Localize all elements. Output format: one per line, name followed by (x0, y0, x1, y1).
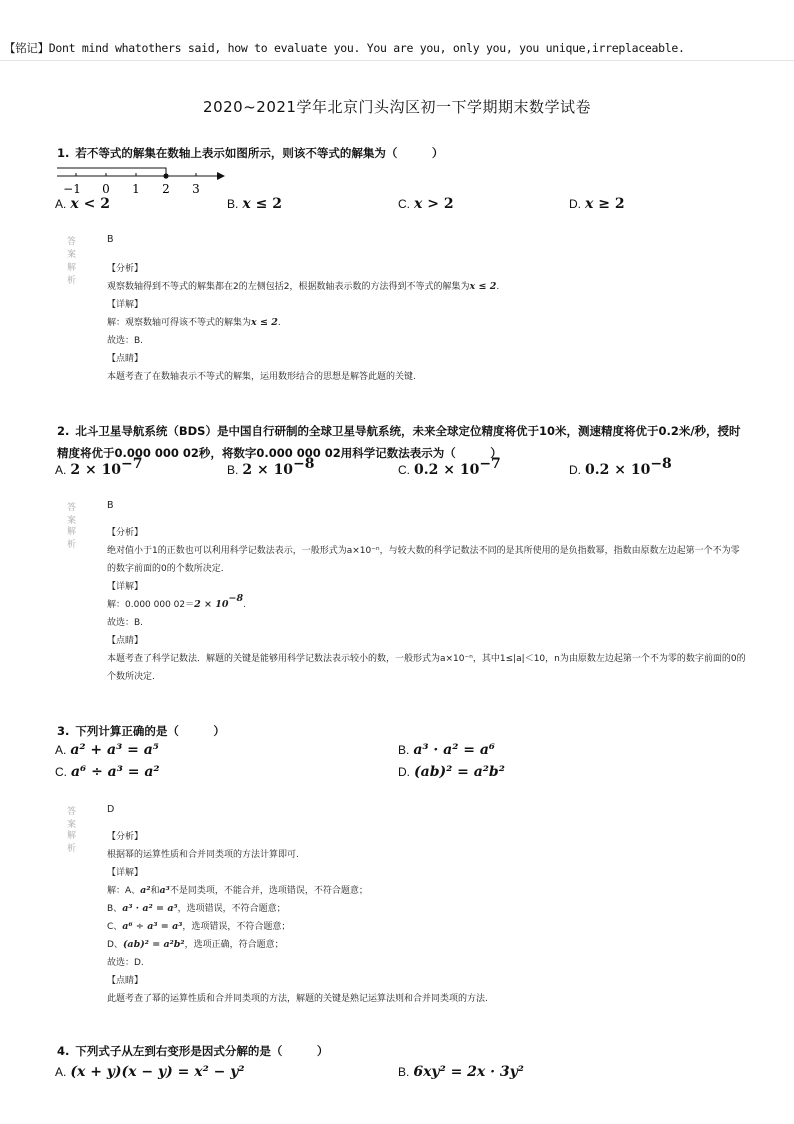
option-b[interactable]: B. a³ · a² = a⁶ (398, 742, 496, 758)
analysis-text: 根据幂的运算性质和合并同类项的方法计算即可. (107, 850, 299, 860)
options-row (57, 764, 747, 786)
question-text: 北斗卫星导航系统（BDS）是中国自行研制的全球卫星导航系统，未来全球定位精度将优于10米，测速精度将优于0.2米/秒，授时精度将优于0.000 000 02秒，将数字0.000 000 02用科学记数法表示为（ ） (57, 424, 741, 460)
solution-ray (57, 168, 166, 176)
option-c[interactable]: C. x > 2 (398, 196, 454, 212)
analysis-text: D、(ab)² = a²b²，选项正确，符合题意； (107, 939, 284, 950)
option-a[interactable]: A. x < 2 (55, 196, 110, 212)
analysis-heading: 【点睛】 (107, 976, 144, 986)
option-a[interactable]: A. (x + y)(x − y) = x² − y² (55, 1064, 245, 1080)
question-stem (57, 420, 747, 464)
axis-arrow (217, 172, 225, 180)
option-c[interactable]: C. $0.2 \times 10^{-7}$ (398, 456, 501, 478)
question-stem (57, 720, 747, 742)
analysis-text: 故选：D. (107, 958, 144, 968)
answer-value: D (107, 804, 115, 815)
option-b[interactable]: B. 6xy² = 2x · 3y² (398, 1064, 524, 1080)
analysis-text: 解：A、a²和a³不是同类项，不能合并，选项错误，不符合题意； (107, 885, 368, 896)
option-d[interactable]: D. (ab)² = a²b² (398, 764, 505, 780)
analysis-heading: 【点睛】 (107, 354, 144, 364)
question-stem (57, 142, 747, 164)
analysis-text: B、a³ · a² = a⁵，选项错误，不符合题意； (107, 903, 286, 914)
analysis-text: 观察数轴得到不等式的解集都在2的左侧包括2，根据数轴表示数的方法得到不等式的解集为x ≤ 2. (107, 281, 500, 292)
number-line (57, 166, 227, 196)
analysis-text: 故选：B. (107, 336, 144, 346)
options-row (57, 196, 747, 218)
option-a[interactable]: A. $2 \times 10^{-7}$ (55, 456, 143, 478)
option-c[interactable]: C. a⁶ ÷ a³ = a² (55, 764, 160, 780)
analysis-text: C、a⁶ ÷ a³ = a³，选项错误，不符合题意； (107, 921, 291, 932)
question-3 (55, 720, 747, 1004)
tick-label: 2 (162, 182, 170, 196)
analysis-label: 解析 (67, 527, 81, 550)
tick-label: −1 (63, 182, 81, 196)
analysis-text: 本题考查了科学记数法．解题的关键是能够用科学记数法表示较小的数，一般形式为a×10⁻ⁿ，其中1≤|a|＜10，n为由原数左边起第一个不为零的数字前面的0的个数所决定. (107, 654, 746, 682)
answer-label: 答案 (67, 503, 81, 526)
analysis-heading: 【分析】 (107, 528, 144, 538)
question-number: 2. (57, 424, 70, 438)
closed-endpoint (163, 173, 168, 178)
analysis-text: 此题考查了幂的运算性质和合并同类项的方法，解题的关键是熟记运算法则和合并同类项的方法. (107, 994, 488, 1004)
question-number: 3. (57, 724, 70, 738)
options-row (57, 742, 747, 764)
tick-label: 3 (192, 182, 200, 196)
analysis-heading: 【详解】 (107, 868, 144, 878)
answer-label: 答案 (67, 237, 81, 260)
analysis-label: 解析 (67, 263, 81, 286)
analysis-heading: 【分析】 (107, 832, 144, 842)
option-d[interactable]: D. $0.2 \times 10^{-8}$ (569, 456, 672, 478)
answer-value: B (107, 234, 114, 245)
options-row (57, 1064, 747, 1086)
answer-label: 答案 (67, 807, 81, 830)
analysis-text: 绝对值小于1的正数也可以利用科学记数法表示，一般形式为a×10⁻ⁿ，与较大数的科学记数法不同的是其所使用的是负指数幂，指数由原数左边起第一个不为零的数字前面的0的个数所决定. (107, 546, 740, 574)
analysis-heading: 【点睛】 (107, 636, 144, 646)
analysis-text: 本题考查了在数轴表示不等式的解集，运用数形结合的思想是解答此题的关键. (107, 372, 416, 382)
question-1 (55, 142, 747, 382)
analysis-label: 解析 (67, 831, 81, 854)
motto-banner: 【铭记】Dont mind whatothers said, how to evaluate you. You are you, only you, you unique,irreplaceable. (4, 41, 685, 55)
question-text: 若不等式的解集在数轴上表示如图所示，则该不等式的解集为（ ） (75, 146, 444, 160)
question-4 (55, 1040, 747, 1080)
question-number: 1. (57, 146, 70, 160)
header-divider (0, 60, 794, 61)
option-b[interactable]: B. $2 \times 10^{-8}$ (227, 456, 315, 478)
analysis-text: 故选：B. (107, 618, 144, 628)
tick-label: 0 (102, 182, 110, 196)
answer-value: B (107, 500, 114, 511)
question-text: 下列计算正确的是（ ） (75, 724, 225, 738)
options-row (55, 456, 747, 484)
question-number: 4. (57, 1044, 70, 1058)
analysis-heading: 【分析】 (107, 264, 144, 274)
analysis-heading: 【详解】 (107, 582, 144, 592)
option-d[interactable]: D. x ≥ 2 (569, 196, 625, 212)
analysis-text: 解：0.000 000 $02=2 \times 10^{-8}$. (107, 593, 246, 610)
tick-label: 1 (132, 182, 140, 196)
analysis-text: 解：观察数轴可得该不等式的解集为x ≤ 2. (107, 317, 281, 328)
question-2 (55, 420, 747, 682)
option-b[interactable]: B. x ≤ 2 (227, 196, 282, 212)
page-title: 2020~2021学年北京门头沟区初一下学期期末数学试卷 (203, 98, 591, 116)
question-text: 下列式子从左到右变形是因式分解的是（ ） (75, 1044, 329, 1058)
option-a[interactable]: A. a² + a³ = a⁵ (55, 742, 159, 758)
analysis-heading: 【详解】 (107, 300, 144, 310)
question-stem (57, 1040, 747, 1062)
